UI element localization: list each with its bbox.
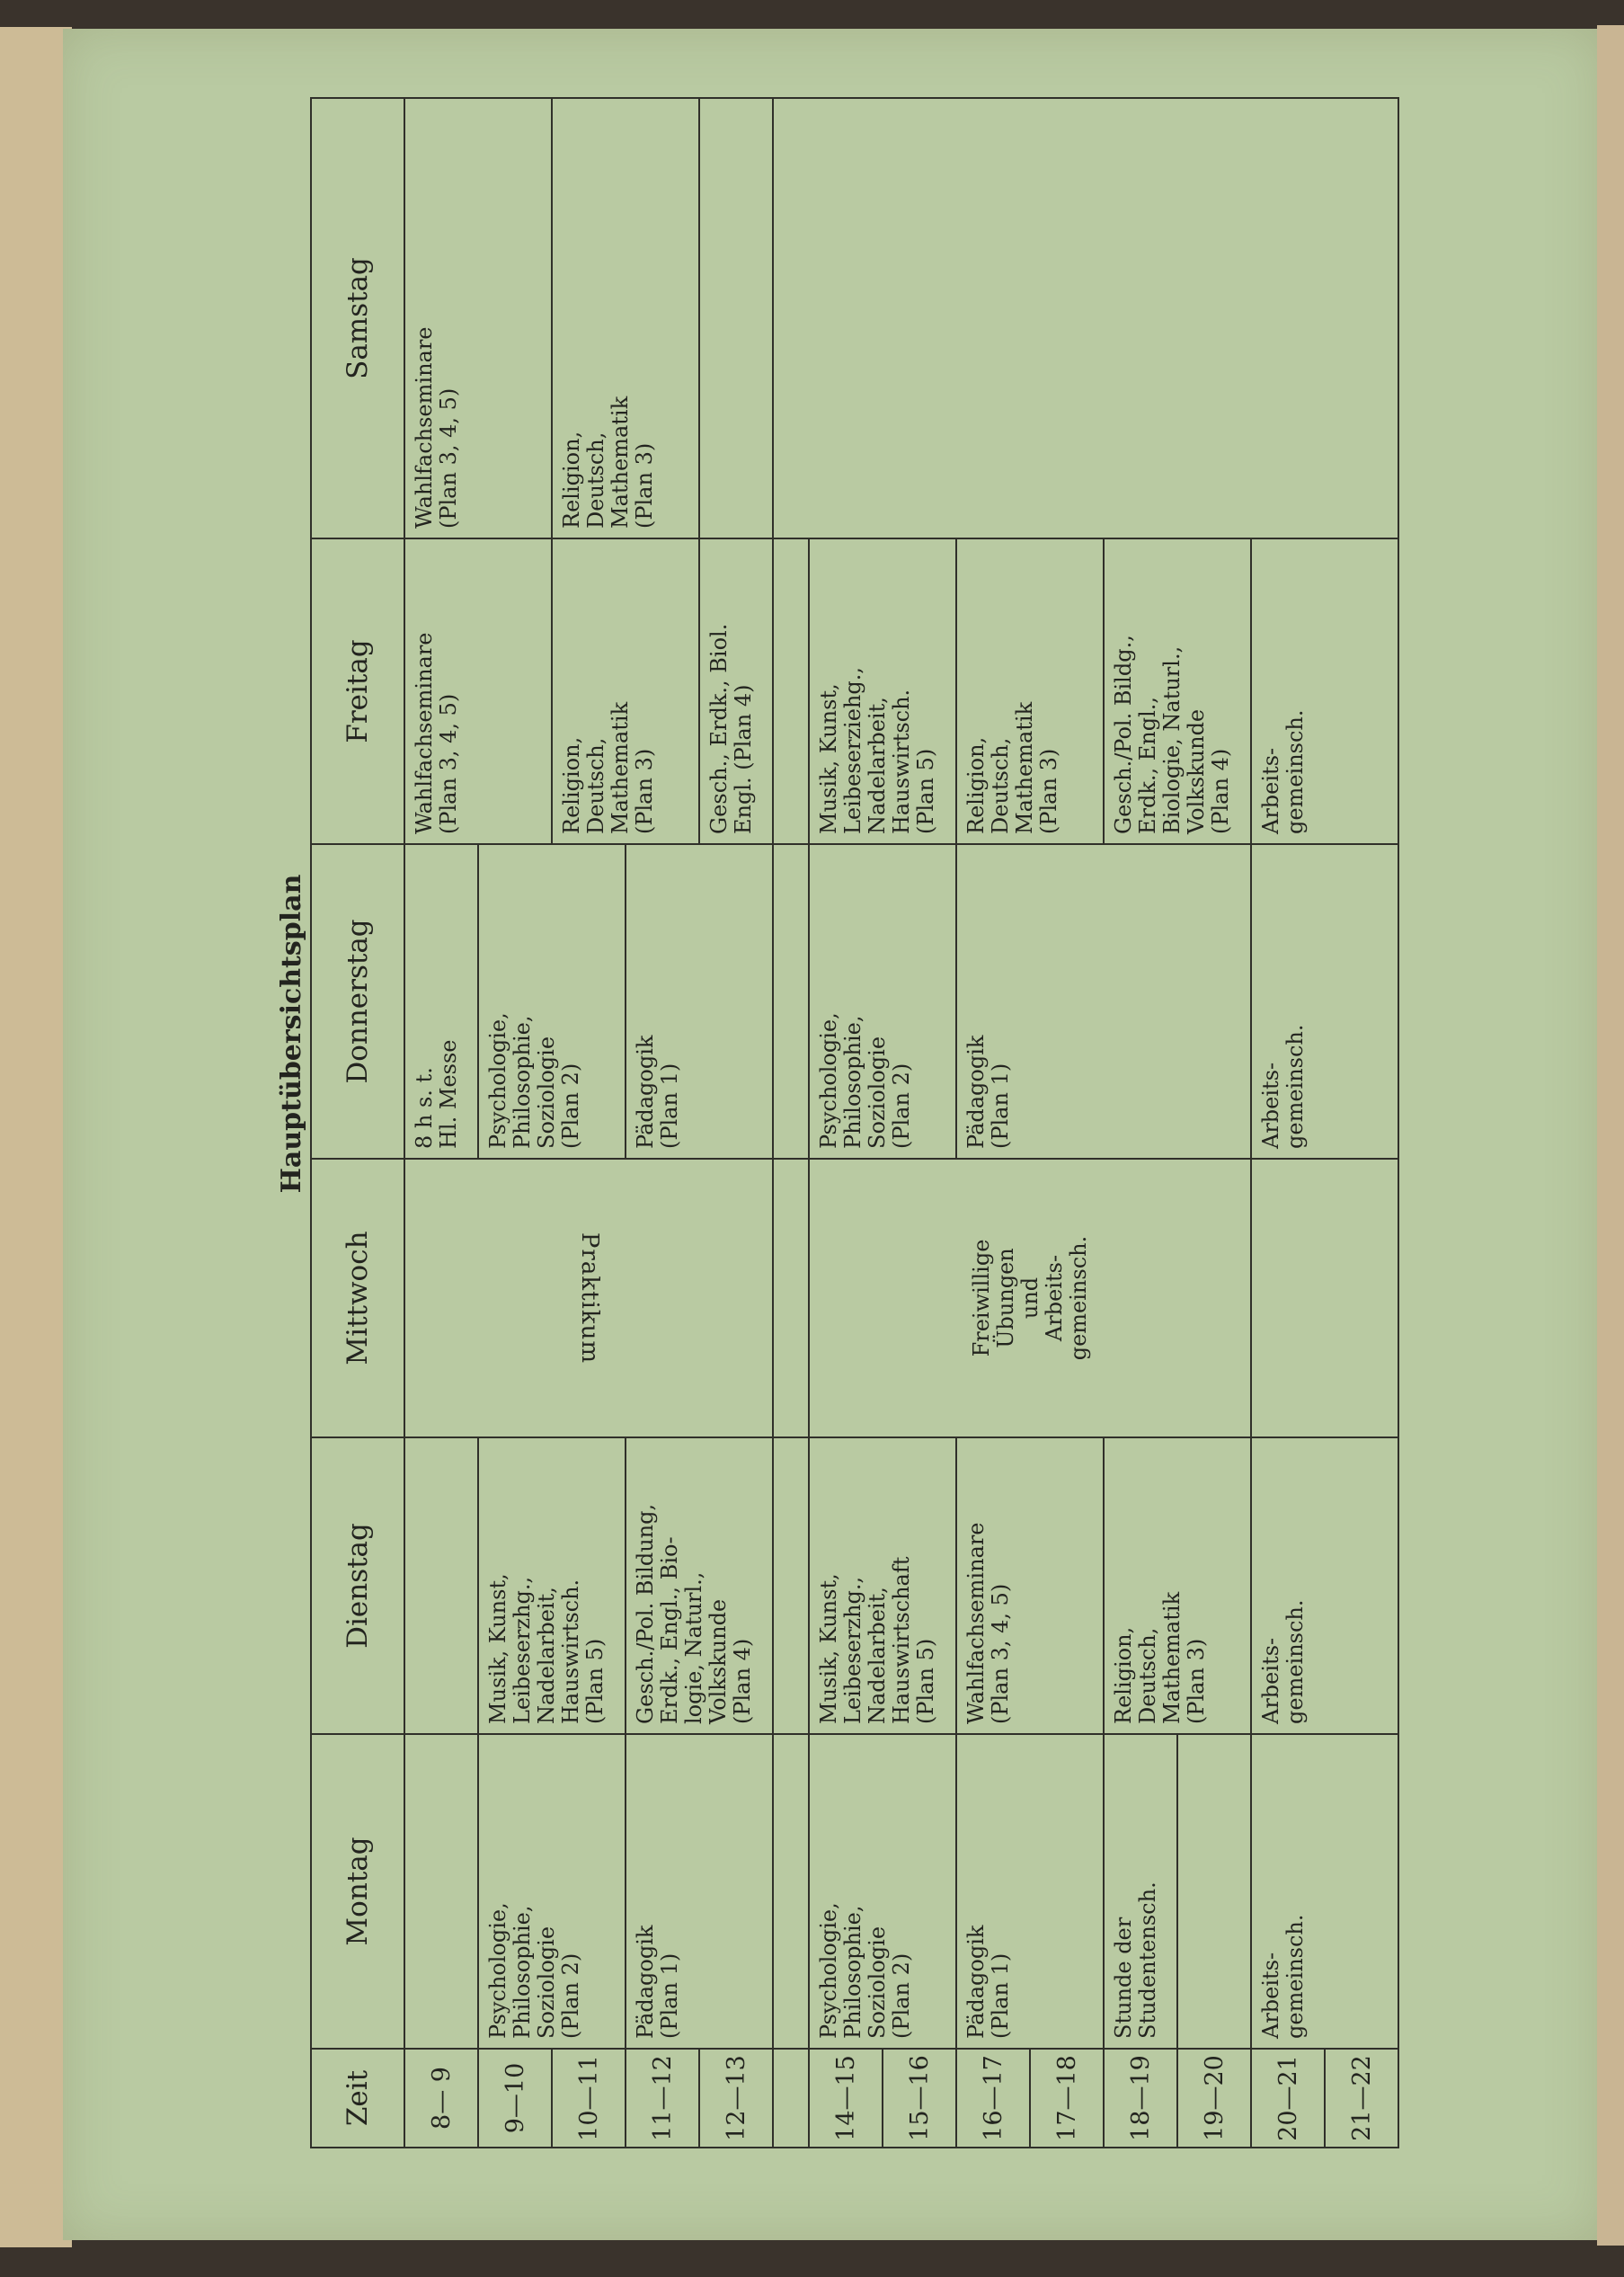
time-cell: 18—19 <box>1104 2049 1177 2148</box>
montag-paedagogik-2: Pädagogik (Plan 1) <box>956 1734 1104 2049</box>
time-cell: 20—21 <box>1251 2049 1325 2148</box>
dienstag-musik-2: Musik, Kunst, Leibeserzhg., Nadelarbeit, Hauswirtschaft (Plan 5) <box>809 1437 956 1734</box>
dienstag-musik: Musik, Kunst, Leibeserzhg., Nadelarbeit, Hauswirtsch. (Plan 5) <box>478 1437 626 1734</box>
rotated-schedule <box>270 0 1624 2202</box>
freitag-geschichte: Gesch., Erdk., Biol. Engl. (Plan 4) <box>699 538 773 844</box>
header-donnerstag: Donnerstag <box>311 844 404 1159</box>
empty-cell <box>1251 1159 1398 1437</box>
freitag-arbeitsgemeinschaft: Arbeits- gemeinsch. <box>1251 538 1398 844</box>
freitag-musik: Musik, Kunst, Leibeserziehg., Nadelarbeit, Hauswirtsch. (Plan 5) <box>809 538 956 844</box>
donnerstag-psychologie-2: Psychologie, Philosophie, Soziologie (Plan 2) <box>809 844 956 1159</box>
empty-cell <box>773 844 809 1159</box>
header-dienstag: Dienstag <box>311 1437 404 1734</box>
time-cell: 17—18 <box>1030 2049 1104 2148</box>
table-row <box>404 98 478 2148</box>
time-cell: 14—15 <box>809 2049 883 2148</box>
empty-cell <box>404 1437 478 1734</box>
time-cell: 19—20 <box>1177 2049 1251 2148</box>
empty-cell <box>773 1437 809 1734</box>
time-cell: 21—22 <box>1325 2049 1398 2148</box>
mittwoch-freiwillige: Freiwillige Übungen und Arbeits- gemeinsch. <box>809 1159 1251 1437</box>
dienstag-arbeitsgemeinschaft: Arbeits- gemeinsch. <box>1251 1437 1398 1734</box>
empty-cell <box>699 98 773 538</box>
montag-psychologie-2: Psychologie, Philosophie, Soziologie (Plan 2) <box>809 1734 956 2049</box>
empty-cell <box>404 1734 478 2049</box>
time-cell <box>773 2049 809 2148</box>
dienstag-religion: Religion, Deutsch, Mathematik (Plan 3) <box>1104 1437 1251 1734</box>
dienstag-geschichte: Gesch./Pol. Bildung, Erdk., Engl., Bio- logie, Naturl., Volkskunde (Plan 4) <box>626 1437 773 1734</box>
freitag-religion: Religion, Deutsch, Mathematik (Plan 3) <box>552 538 699 844</box>
left-page-edge <box>0 27 72 2247</box>
time-cell: 8— 9 <box>404 2049 478 2148</box>
donnerstag-psychologie: Psychologie, Philosophie, Soziologie (Plan 2) <box>478 844 626 1159</box>
empty-cell <box>773 1159 809 1437</box>
montag-psychologie: Psychologie, Philosophie, Soziologie (Plan 2) <box>478 1734 626 2049</box>
freitag-geschichte-2: Gesch./Pol. Bildg., Erdk., Engl., Biologie, Naturl., Volkskunde (Plan 4) <box>1104 538 1251 844</box>
donnerstag-paedagogik-2: Pädagogik (Plan 1) <box>956 844 1251 1159</box>
time-cell: 10—11 <box>552 2049 626 2148</box>
empty-cell <box>1177 1734 1251 2049</box>
time-cell: 11—12 <box>626 2049 699 2148</box>
time-cell: 9—10 <box>478 2049 552 2148</box>
freitag-religion-2: Religion, Deutsch, Mathematik (Plan 3) <box>956 538 1104 844</box>
donnerstag-paedagogik: Pädagogik (Plan 1) <box>626 844 773 1159</box>
time-cell: 12—13 <box>699 2049 773 2148</box>
empty-cell <box>773 98 1398 538</box>
table-row <box>773 98 809 2148</box>
donnerstag-arbeitsgemeinschaft: Arbeits- gemeinsch. <box>1251 844 1398 1159</box>
freitag-wahlfach: Wahlfachseminare (Plan 3, 4, 5) <box>404 538 552 844</box>
donnerstag-messe: 8 h s. t. Hl. Messe <box>404 844 478 1159</box>
empty-cell <box>773 1734 809 2049</box>
mittwoch-praktikum <box>404 1159 773 1437</box>
montag-arbeitsgemeinschaft: Arbeits- gemeinsch. <box>1251 1734 1398 2049</box>
montag-paedagogik: Pädagogik (Plan 1) <box>626 1734 773 2049</box>
header-mittwoch: Mittwoch <box>311 1159 404 1437</box>
empty-cell <box>773 538 809 844</box>
header-montag: Montag <box>311 1734 404 2049</box>
header-zeit: Zeit <box>311 2049 404 2148</box>
header-freitag: Freitag <box>311 538 404 844</box>
samstag-wahlfach: Wahlfachseminare (Plan 3, 4, 5) <box>404 98 552 538</box>
praktikum-label: Praktikum <box>575 1232 603 1365</box>
time-cell: 16—17 <box>956 2049 1030 2148</box>
dienstag-wahlfach: Wahlfachseminare (Plan 3, 4, 5) <box>956 1437 1104 1734</box>
page-title: Hauptübersichtsplan <box>276 874 307 1194</box>
montag-stunde: Stunde der Studentensch. <box>1104 1734 1177 2049</box>
samstag-religion: Religion, Deutsch, Mathematik (Plan 3) <box>552 98 699 538</box>
header-samstag: Samstag <box>311 98 404 538</box>
header-row <box>311 98 404 2148</box>
schedule-table <box>310 97 1399 2148</box>
time-cell: 15—16 <box>883 2049 956 2148</box>
